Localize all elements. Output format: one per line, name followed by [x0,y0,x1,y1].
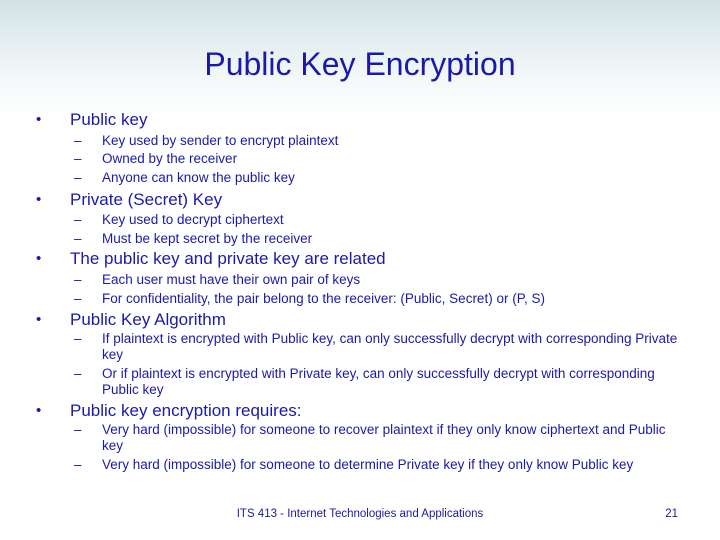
sub-item-text: Key used to decrypt ciphertext [102,212,284,227]
dash-marker: – [74,212,82,227]
bullet-dot: • [36,402,42,419]
bullet-label: Public Key Algorithm [70,310,226,329]
sub-item-text: Anyone can know the public key [102,170,295,185]
sub-item-text: Each user must have their own pair of keys [102,272,361,287]
bullet-label: Public key encryption requires: [70,401,302,420]
sub-item-text: If plaintext is encrypted with Public key, can only successfully decrypt with corresponding Private key [102,331,678,362]
dash-marker: – [74,422,82,437]
dash-marker: – [74,231,82,246]
footer-text: ITS 413 - Internet Technologies and Applications [236,508,484,520]
slide-title: Public Key Encryption [204,46,516,82]
page-number: 21 [665,508,678,520]
bullet-dot: • [36,250,42,267]
bullet-dot: • [36,111,42,128]
dash-marker: – [74,457,82,472]
sub-item-text: Very hard (impossible) for someone to recover plaintext if they only know ciphertext and Public key [102,422,666,453]
sub-item-text: Or if plaintext is encrypted with Private key, can only successfully decrypt with corresponding Public key [102,366,655,397]
dash-marker: – [74,151,82,166]
bullet-label: Private (Secret) Key [70,190,223,209]
dash-marker: – [74,133,82,148]
bullet-label: The public key and private key are related [70,249,386,268]
sub-item-text: Key used by sender to encrypt plaintext [102,133,339,148]
dash-marker: – [74,272,82,287]
sub-item-text: Owned by the receiver [102,151,238,166]
bullet-dot: • [36,191,42,208]
sub-item-text: Must be kept secret by the receiver [102,231,313,246]
bullet-label: Public key [70,110,148,129]
dash-marker: – [74,366,82,381]
bullet-dot: • [36,311,42,328]
sub-item-text: For confidentiality, the pair belong to the receiver: (Public, Secret) or (P, S) [102,291,545,306]
dash-marker: – [74,170,82,185]
dash-marker: – [74,291,82,306]
sub-item-text: Very hard (impossible) for someone to determine Private key if they only know Public key [102,457,634,472]
dash-marker: – [74,331,82,346]
